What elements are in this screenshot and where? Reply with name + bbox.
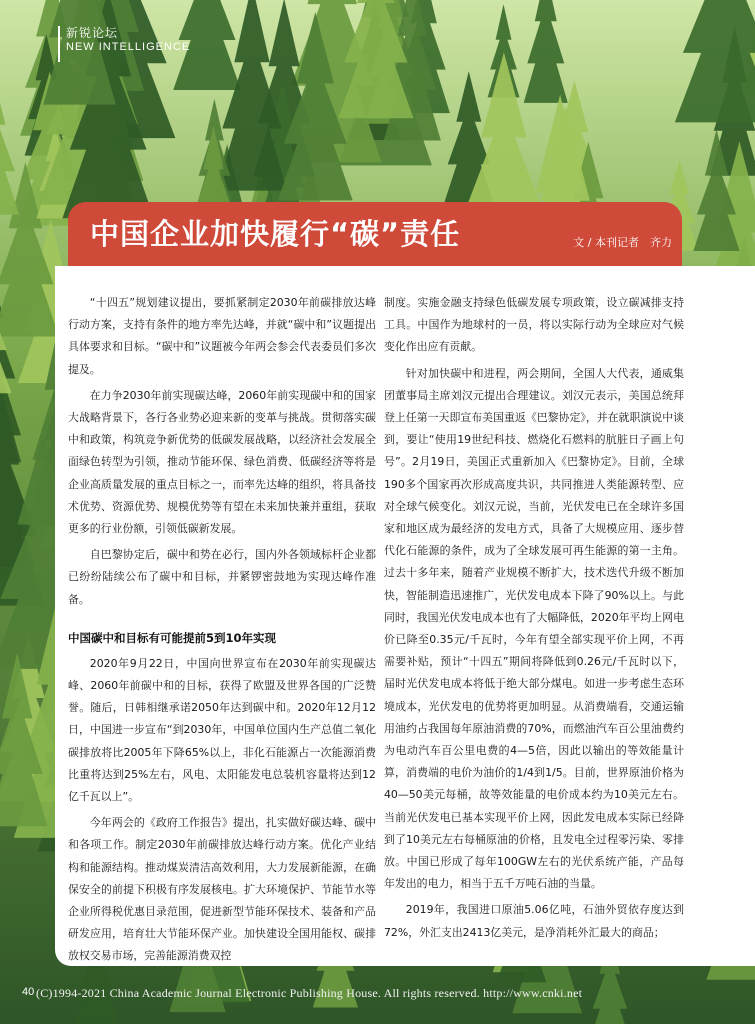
column-name-en: NEW INTELLIGENCE <box>66 41 191 53</box>
title-band <box>68 202 682 266</box>
header-divider <box>58 26 60 62</box>
page-number: 40 <box>22 986 35 998</box>
section-heading: 中国碳中和目标有可能提前5到10年实现 <box>68 630 277 645</box>
paragraph: 自巴黎协定后，碳中和势在必行，国内外各领域标杆企业都已纷纷陆续公布了碳中和目标，并紧锣密鼓地为实现达峰作准备。 <box>68 548 376 606</box>
article-title: 中国企业加快履行“碳”责任 <box>90 217 461 251</box>
paragraph: 针对加快碳中和进程，两会期间，全国人大代表，通威集团董事局主席刘汉元提出合理建议。刘汉元表示，美国总统拜登上任第一天即宣布美国重返《巴黎协定》，并在就职演说中谈到，要让“使用19世纪科技、燃烧化石燃料的肮脏日子画上句号”。2月19日，美国正式重新加入《巴黎协定》。目前，全球190多个国家再次形成高度共识，共同推进人类能源转型、应对全球气候变化。刘汉元说，当前，光伏发电已在全球许多国家和地区成为最经济的发电方式，具备了大规模应用、逐步替代化石能源的条件，成为了全球发展可再生能源的第一主角。过去十多年来，随着产业规模不断扩大，技术迭代升级不断加快，智能制造迅速推广，光伏发电成本下降了90%以上。与此同时，我国光伏发电成本也有了大幅降低，2020年平均上网电价已降至0.35元/千瓦时，今年有望全部实现平价上网，不再需要补贴，预计“十四五”期间将降低到0.26元/千瓦时以下，届时光伏发电成本将低于绝大部分煤电。如进一步考虑生态环境成本，光伏发电的优势将更加明显。从消费端看，交通运输用油约占我国每年原油消费的70%，而燃油汽车百公里油费约为电动汽车百公里电费的4—5倍，因此以输出的等效能量计算，消费端的电价为油价的1/4到1/5。目前，世界原油价格为40—50美元每桶，故等效能量的电价成本约为10美元左右。当前光伏发电已基本实现平价上网，因此发电成本实际已经降到了10美元左右每桶原油的价格，且发电全过程零污染、零排放。中国已形成了每年100GW左右的光伏系统产能，产品每年发出的电力，相当于五千万吨石油的当量。 <box>384 366 684 891</box>
column-name-cn: 新锐论坛 <box>66 26 119 40</box>
paragraph: 今年两会的《政府工作报告》提出，扎实做好碳达峰、碳中和各项工作。制定2030年前碳排放达峰行动方案。优化产业结构和能源结构。推动煤炭清洁高效利用，大力发展新能源，在确保安全的前提下积极有序发展核电。扩大环境保护、节能节水等企业所得税优惠目录范围，促进新型节能环保技术、装备和产品研发应用，培育壮大节能环保产业。加快建设全国用能权、碳排放权交易市场，完善能源消费双控 <box>68 816 376 963</box>
article-byline: 文 / 本刊记者 齐力 <box>573 236 672 249</box>
paragraph: 2019年，我国进口原油5.06亿吨，石油外贸依存度达到72%，外汇支出2413亿美元，是净消耗外汇最大的商品； <box>384 903 684 939</box>
left-column <box>68 292 376 968</box>
paragraph: 在力争2030年前实现碳达峰，2060年前实现碳中和的国家大战略背景下，各行各业势必迎来新的变革与挑战。贯彻落实碳中和政策，构筑竞争新优势的低碳发展战略，以经济社会发展全面绿色转型为引领，推动节能环保、绿色消费、低碳经济等将是企业高质量发展的重点目标之一，而率先达峰的组织，将具备技术优势、资源优势、规模优势等有望在未来加快兼并重组，获取更多的行业份额，引领低碳新发展。 <box>68 388 376 536</box>
column-header <box>66 26 190 54</box>
copyright-notice: (C)1994-2021 China Academic Journal Electronic Publishing House. All rights reserved. http://www.cnki.net <box>36 986 583 1000</box>
paragraph: “十四五”规划建议提出，要抓紧制定2030年前碳排放达峰行动方案，支持有条件的地方率先达峰，并就“碳中和”议题提出具体要求和目标。“碳中和”议题被今年两会参会代表委员们多次提及。 <box>68 296 376 376</box>
paragraph: 2020年9月22日，中国向世界宣布在2030年前实现碳达峰、2060年前碳中和的目标，获得了欧盟及世界各国的广泛赞誉。随后，日韩相继承诺2050年达到碳中和。2020年12月12日，中国进一步宣布“到2030年，中国单位国内生产总值二氧化碳排放将比2005年下降65%以上，非化石能源占一次能源消费比重将达到25%左右，风电、太阳能发电总装机容量将达到12亿千瓦以上”。 <box>68 656 376 804</box>
right-column <box>384 292 684 944</box>
paragraph: 制度。实施金融支持绿色低碳发展专项政策，设立碳减排支持工具。中国作为地球村的一员，将以实际行动为全球应对气候变化作出应有贡献。 <box>384 296 684 354</box>
